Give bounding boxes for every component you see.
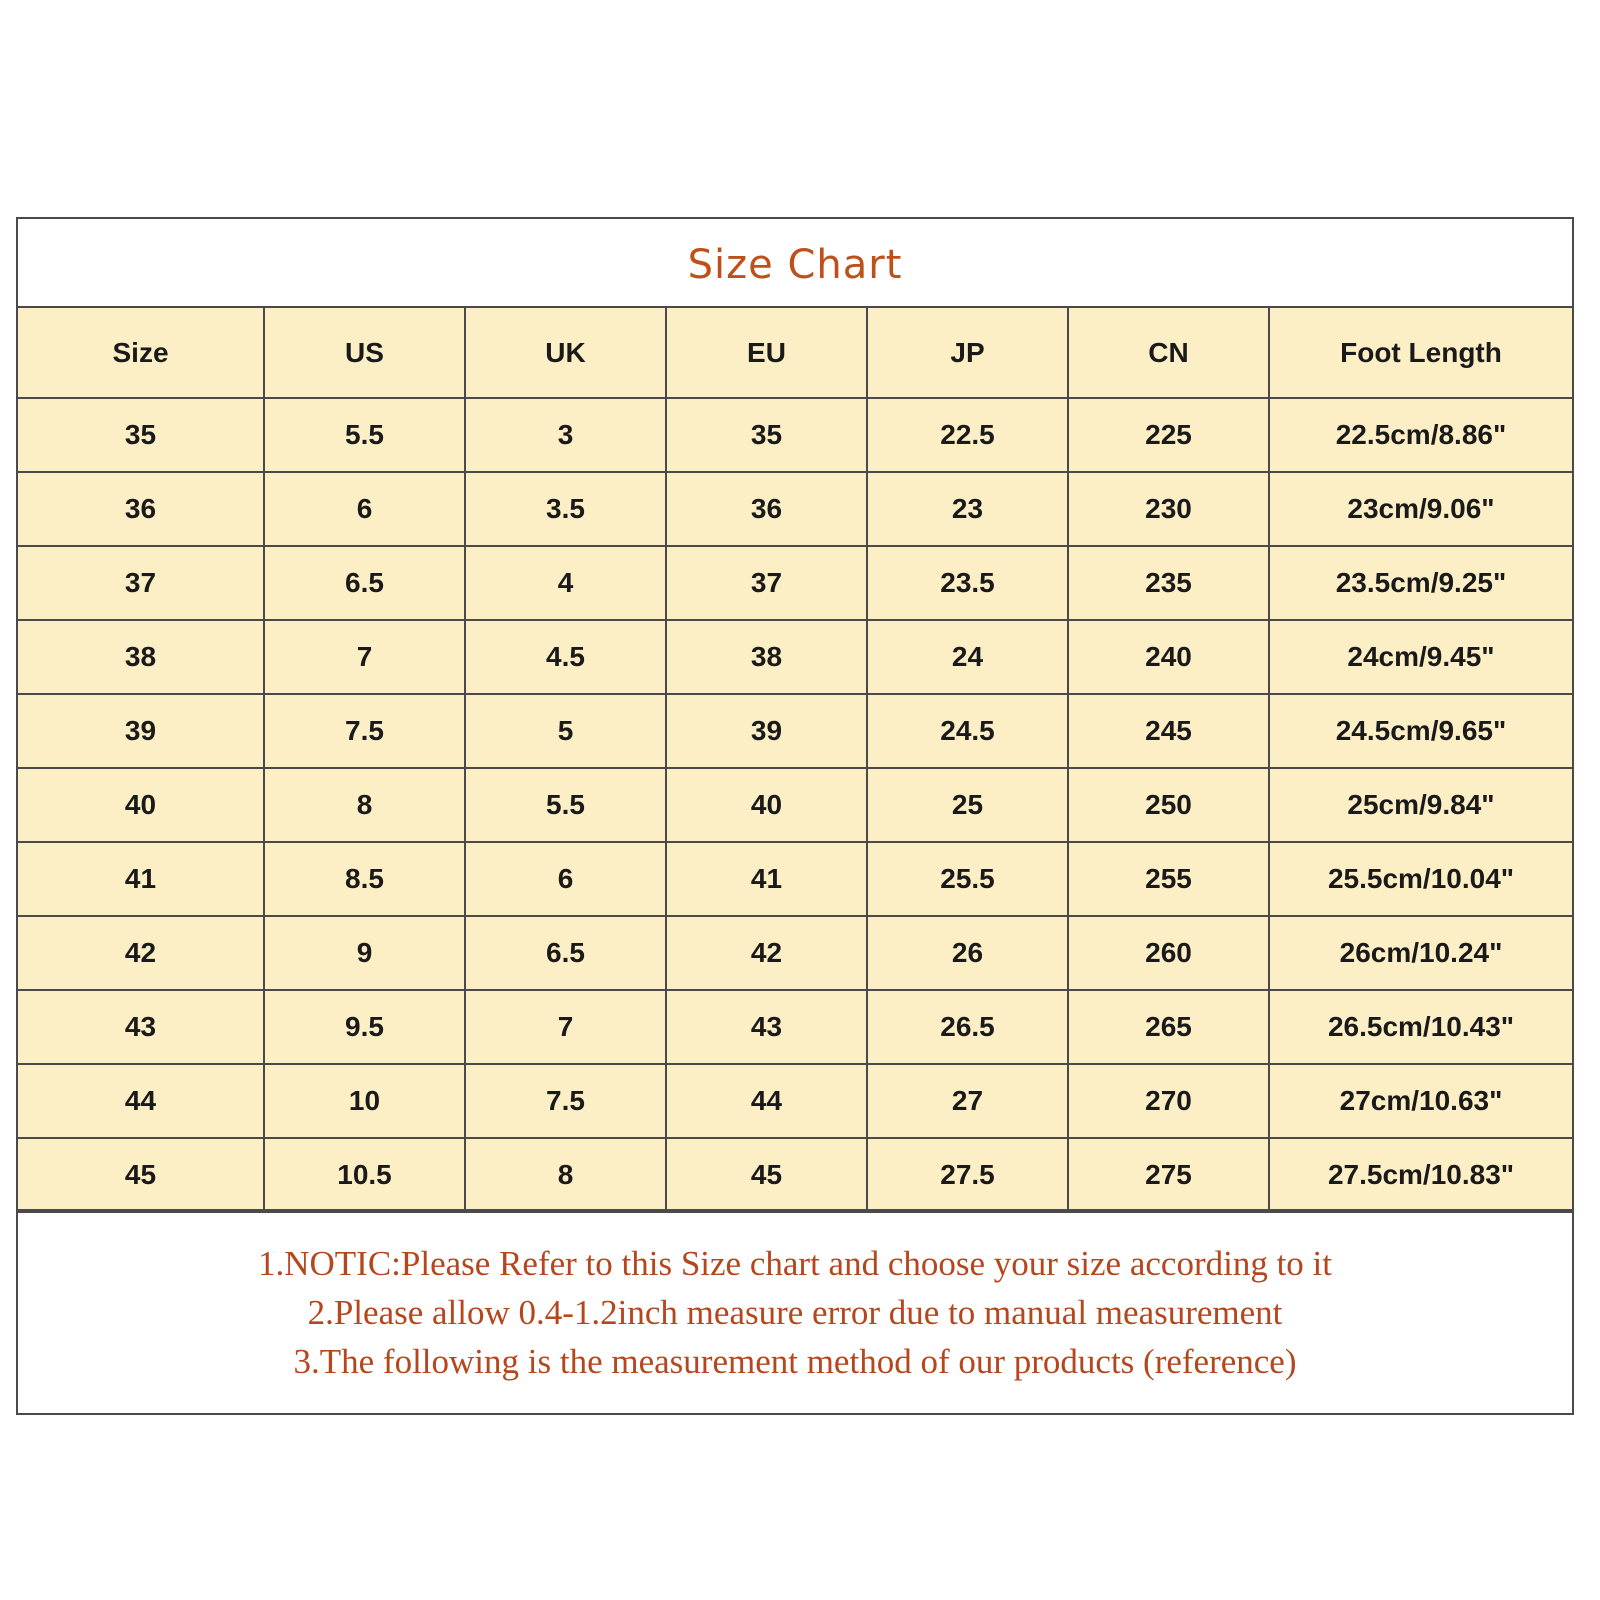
table-row xyxy=(18,842,1572,916)
cell-cn: 275 xyxy=(1068,1138,1269,1212)
cell-foot-length: 26cm/10.24" xyxy=(1269,916,1572,990)
cell-foot-length: 25cm/9.84" xyxy=(1269,768,1572,842)
note-line: 3.The following is the measurement method of our products (reference) xyxy=(293,1341,1297,1381)
table-row xyxy=(18,546,1572,620)
cell-cn: 255 xyxy=(1068,842,1269,916)
table-row xyxy=(18,1064,1572,1138)
cell-uk: 7.5 xyxy=(465,1064,666,1138)
cell-size: 36 xyxy=(18,472,264,546)
table-body xyxy=(18,398,1572,1212)
cell-cn: 265 xyxy=(1068,990,1269,1064)
table-row xyxy=(18,768,1572,842)
cell-eu: 41 xyxy=(666,842,867,916)
cell-us: 5.5 xyxy=(264,398,465,472)
cell-eu: 42 xyxy=(666,916,867,990)
cell-foot-length: 24cm/9.45" xyxy=(1269,620,1572,694)
header-eu: EU xyxy=(666,308,867,398)
cell-size: 43 xyxy=(18,990,264,1064)
cell-foot-length: 22.5cm/8.86" xyxy=(1269,398,1572,472)
cell-eu: 45 xyxy=(666,1138,867,1212)
cell-jp: 27.5 xyxy=(867,1138,1068,1212)
header-foot-length: Foot Length xyxy=(1269,308,1572,398)
cell-foot-length: 23.5cm/9.25" xyxy=(1269,546,1572,620)
cell-us: 10 xyxy=(264,1064,465,1138)
cell-size: 42 xyxy=(18,916,264,990)
table-row xyxy=(18,1138,1572,1212)
cell-uk: 5.5 xyxy=(465,768,666,842)
cell-eu: 36 xyxy=(666,472,867,546)
header-size: Size xyxy=(18,308,264,398)
cell-cn: 245 xyxy=(1068,694,1269,768)
cell-eu: 35 xyxy=(666,398,867,472)
cell-uk: 4.5 xyxy=(465,620,666,694)
cell-uk: 6 xyxy=(465,842,666,916)
cell-eu: 39 xyxy=(666,694,867,768)
header-cn: CN xyxy=(1068,308,1269,398)
cell-jp: 25 xyxy=(867,768,1068,842)
cell-cn: 235 xyxy=(1068,546,1269,620)
cell-foot-length: 27.5cm/10.83" xyxy=(1269,1138,1572,1212)
cell-us: 9 xyxy=(264,916,465,990)
cell-cn: 250 xyxy=(1068,768,1269,842)
cell-us: 8 xyxy=(264,768,465,842)
cell-jp: 22.5 xyxy=(867,398,1068,472)
table-row xyxy=(18,916,1572,990)
page-title: Size Chart xyxy=(687,241,903,288)
cell-size: 38 xyxy=(18,620,264,694)
cell-jp: 23.5 xyxy=(867,546,1068,620)
header-us: US xyxy=(264,308,465,398)
cell-us: 8.5 xyxy=(264,842,465,916)
cell-size: 40 xyxy=(18,768,264,842)
table-header-row xyxy=(18,308,1572,398)
cell-uk: 5 xyxy=(465,694,666,768)
cell-jp: 26 xyxy=(867,916,1068,990)
cell-size: 41 xyxy=(18,842,264,916)
cell-foot-length: 23cm/9.06" xyxy=(1269,472,1572,546)
header-uk: UK xyxy=(465,308,666,398)
cell-jp: 26.5 xyxy=(867,990,1068,1064)
cell-size: 44 xyxy=(18,1064,264,1138)
cell-uk: 8 xyxy=(465,1138,666,1212)
cell-us: 7.5 xyxy=(264,694,465,768)
cell-size: 39 xyxy=(18,694,264,768)
table-row xyxy=(18,398,1572,472)
cell-uk: 7 xyxy=(465,990,666,1064)
cell-eu: 37 xyxy=(666,546,867,620)
cell-size: 35 xyxy=(18,398,264,472)
table-row xyxy=(18,694,1572,768)
cell-foot-length: 27cm/10.63" xyxy=(1269,1064,1572,1138)
cell-foot-length: 25.5cm/10.04" xyxy=(1269,842,1572,916)
cell-cn: 240 xyxy=(1068,620,1269,694)
cell-us: 9.5 xyxy=(264,990,465,1064)
header-jp: JP xyxy=(867,308,1068,398)
cell-foot-length: 24.5cm/9.65" xyxy=(1269,694,1572,768)
cell-cn: 270 xyxy=(1068,1064,1269,1138)
table-row xyxy=(18,472,1572,546)
cell-us: 10.5 xyxy=(264,1138,465,1212)
cell-jp: 27 xyxy=(867,1064,1068,1138)
cell-us: 7 xyxy=(264,620,465,694)
cell-jp: 24 xyxy=(867,620,1068,694)
note-line: 2.Please allow 0.4-1.2inch measure error due to manual measurement xyxy=(307,1292,1283,1332)
cell-size: 45 xyxy=(18,1138,264,1212)
cell-eu: 40 xyxy=(666,768,867,842)
cell-uk: 4 xyxy=(465,546,666,620)
cell-jp: 23 xyxy=(867,472,1068,546)
cell-cn: 230 xyxy=(1068,472,1269,546)
cell-uk: 3 xyxy=(465,398,666,472)
cell-cn: 225 xyxy=(1068,398,1269,472)
size-table xyxy=(18,308,1572,1213)
cell-jp: 25.5 xyxy=(867,842,1068,916)
cell-foot-length: 26.5cm/10.43" xyxy=(1269,990,1572,1064)
table-row xyxy=(18,620,1572,694)
cell-eu: 38 xyxy=(666,620,867,694)
cell-size: 37 xyxy=(18,546,264,620)
cell-us: 6 xyxy=(264,472,465,546)
notes-section xyxy=(18,1209,1572,1413)
cell-uk: 6.5 xyxy=(465,916,666,990)
cell-eu: 44 xyxy=(666,1064,867,1138)
cell-uk: 3.5 xyxy=(465,472,666,546)
cell-jp: 24.5 xyxy=(867,694,1068,768)
cell-eu: 43 xyxy=(666,990,867,1064)
note-line: 1.NOTIC:Please Refer to this Size chart and choose your size according to it xyxy=(258,1243,1332,1283)
title-row xyxy=(18,219,1572,308)
size-chart-card xyxy=(16,217,1574,1415)
table-row xyxy=(18,990,1572,1064)
cell-us: 6.5 xyxy=(264,546,465,620)
cell-cn: 260 xyxy=(1068,916,1269,990)
